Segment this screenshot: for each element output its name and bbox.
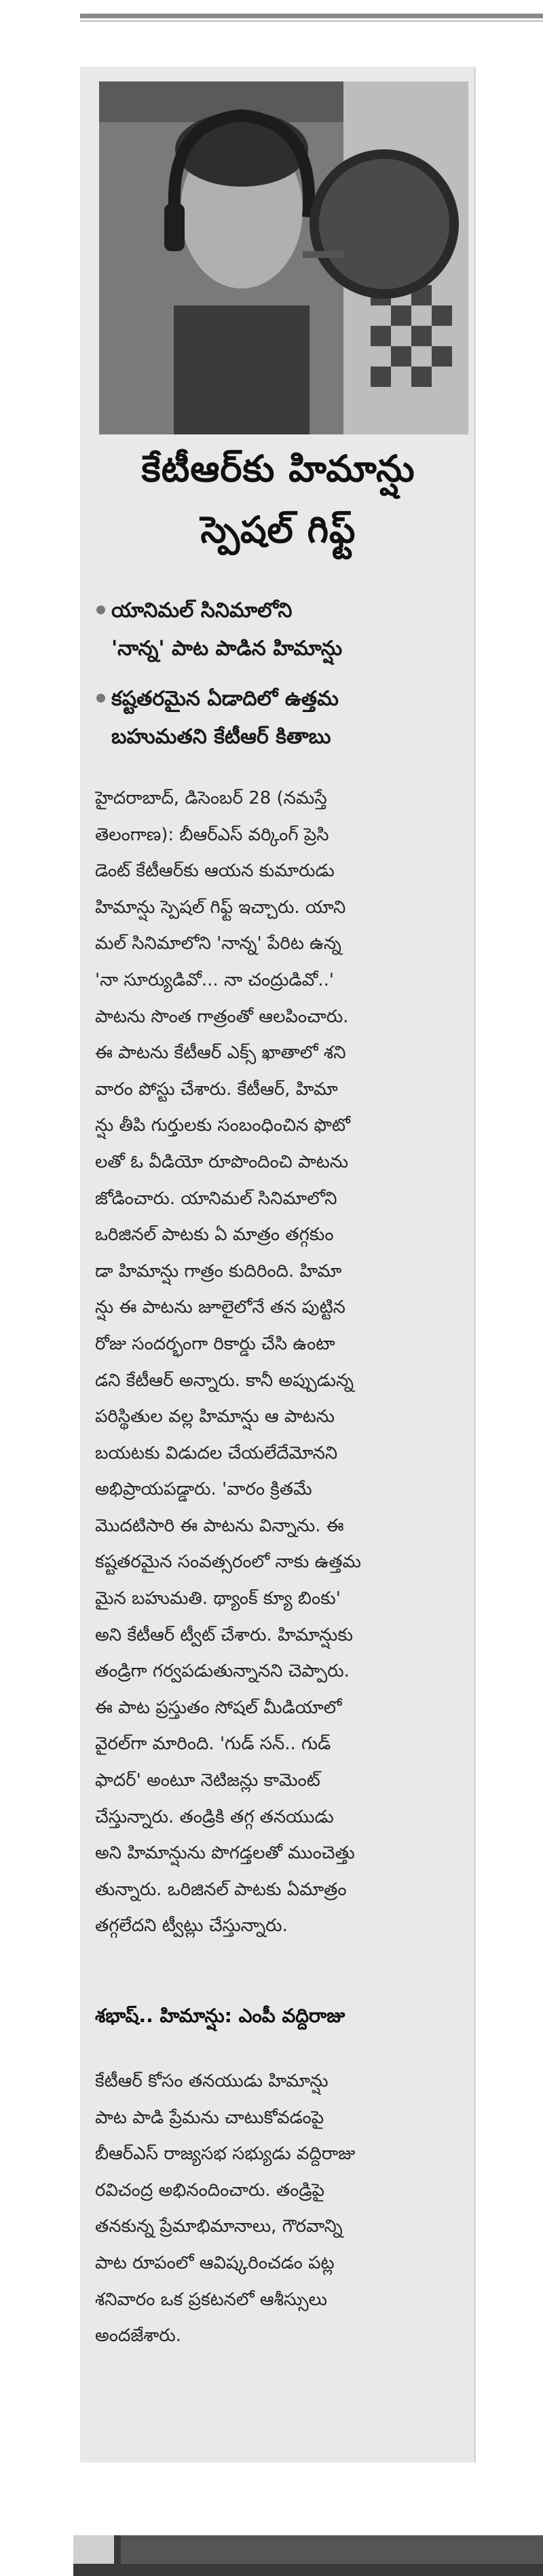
body-line: అందజేశారు.	[95, 2326, 181, 2347]
body-line: న్షు తీపి గుర్తులకు సంబంధించిన ఫొటో	[95, 1115, 350, 1136]
body-line: హైదరాబాద్, డిసెంబర్ 28 (నమస్తే	[95, 788, 327, 808]
body-line: తున్నారు. ఒరిజినల్ పాటకు ఏమాత్రం	[95, 1879, 347, 1900]
bullet-1-line-1: యానిమల్ సినిమాలోని	[111, 599, 293, 622]
body-line: ఈ పాట ప్రస్తుతం సోషల్ మీడియాలో	[95, 1697, 342, 1718]
body-line: పాటను సొంత గాత్రంతో ఆలపించారు.	[95, 1006, 349, 1027]
body-line: 'నా సూర్యుడివో... నా చంద్రుడివో..'	[95, 969, 335, 990]
body-line: బీఆర్‌ఎస్ రాజ్యసభ సభ్యుడు వద్దిరాజు	[95, 2144, 356, 2165]
body-line: వారం పోస్టు చేశారు. కేటీఆర్, హిమా	[95, 1079, 338, 1100]
body-line: తండ్రిగా గర్వపడుతున్నానని చెప్పారు.	[95, 1661, 350, 1682]
body-line: మొదటిసారి ఈ పాటను విన్నాను. ఈ	[95, 1515, 344, 1536]
body-line: డా హిమాన్షు గాత్రం కుదిరింది. హిమా	[95, 1261, 342, 1282]
bullet-2	[111, 680, 467, 756]
body-line: లతో ఓ వీడియో రూపొందించి పాటను	[95, 1151, 349, 1172]
body-line: బయటకు విడుదల చేయలేదేమోనని	[95, 1442, 338, 1463]
body-line: కేటీఆర్ కోసం తనయుడు హిమాన్షు	[95, 2071, 329, 2091]
bullet-1-line-2: 'నాన్న' పాట పాడిన హిమాన్షు	[111, 637, 343, 660]
body-line: వైరల్‌గా మారింది. 'గుడ్ సన్.. గుడ్	[95, 1734, 331, 1755]
body-line: తనకున్న ప్రేమాభిమానాలు, గౌరవాన్ని	[95, 2216, 343, 2237]
headline-line-2: స్పెషల్ గిఫ్ట్	[200, 508, 356, 551]
body-line: అని కేటీఆర్ ట్వీట్ చేశారు. హిమాన్షుకు	[95, 1624, 353, 1645]
article-body	[95, 781, 462, 1945]
bullet-dot-icon	[96, 605, 105, 614]
body-line: ఫాదర్' అంటూ నెటిజన్లు కామెంట్	[95, 1770, 320, 1791]
body-line: అభిప్రాయపడ్డారు. 'వారం క్రితమే	[95, 1479, 312, 1500]
body-line: రోజు సందర్భంగా రికార్డు చేసి ఉంటా	[95, 1333, 335, 1354]
headline-line-1: కేటీఆర్‌కు హిమాన్షు	[141, 447, 415, 490]
next-article-photo-strip	[73, 2535, 543, 2576]
body-line: చేస్తున్నారు. తండ్రికి తగ్గ తనయుడు	[95, 1806, 334, 1827]
body-line: మైన బహుమతి. థ్యాంక్ క్యూ బింకు'	[95, 1588, 341, 1609]
bullet-2-line-1: కష్టతరమైన ఏడాదిలో ఉత్తమ	[111, 687, 339, 711]
body-line: డెంట్ కేటీఆర్‌కు ఆయన కుమారుడు	[95, 861, 335, 882]
top-rule	[80, 14, 543, 18]
body-line: పాట రూపంలో ఆవిష్కరించడం పట్ల	[95, 2252, 335, 2273]
subheading: శభాష్.. హిమాన్షు: ఎంపీ వద్దిరాజు	[95, 2004, 345, 2027]
body-line: హిమాన్షు స్పెషల్ గిఫ్ట్ ఇచ్చారు. యాని	[95, 897, 346, 918]
bullet-2-line-2: బహుమతని కేటీఆర్ కితాబు	[111, 725, 331, 749]
body-line: రవిచంద్ర అభినందించారు. తండ్రిపై	[95, 2180, 325, 2201]
body-line: శనివారం ఒక ప్రకటనలో ఆశీస్సులు	[95, 2289, 328, 2310]
body-line: ఒరిజినల్ పాటకు ఏ మాత్రం తగ్గకుం	[95, 1225, 334, 1246]
body-line: న్షు ఈ పాటను జూలైలోనే తన పుట్టిన	[95, 1297, 345, 1318]
bullet-dot-icon	[96, 694, 105, 703]
body-line: పరిస్థితుల వల్ల హిమాన్షు ఆ పాటను	[95, 1406, 335, 1427]
body-line: ఈ పాటను కేటీఆర్ ఎక్స్ ఖాతాలో శని	[95, 1043, 346, 1064]
body-line: తగ్గలేదని ట్వీట్లు చేస్తున్నారు.	[95, 1916, 288, 1937]
photo-strip-light	[73, 2535, 114, 2564]
body-line: జోడించారు. యానిమల్ సినిమాలోని	[95, 1188, 337, 1209]
photo-strip-dark	[121, 2535, 543, 2564]
body-line: మల్ సినిమాలోని 'నాన్న' పేరిట ఉన్న	[95, 933, 341, 954]
body-line: కష్టతరమైన సంవత్సరంలో నాకు ఉత్తమ	[95, 1552, 362, 1573]
body-line: అని హిమాన్షును పొగడ్తలతో ముంచెత్తు	[95, 1843, 355, 1864]
body-line: డని కేటీఆర్ అన్నారు. కానీ అప్పుడున్న	[95, 1370, 354, 1391]
article-photo	[99, 81, 468, 434]
top-rule-thin	[80, 20, 543, 22]
bullet-1	[111, 592, 467, 668]
body-line: పాట పాడి ప్రేమను చాటుకోవడంపై	[95, 2107, 324, 2128]
body-line: తెలంగాణ): బీఆర్‌ఎస్ వర్కింగ్ ప్రెసి	[95, 824, 329, 845]
sub-article-body	[95, 2064, 462, 2355]
